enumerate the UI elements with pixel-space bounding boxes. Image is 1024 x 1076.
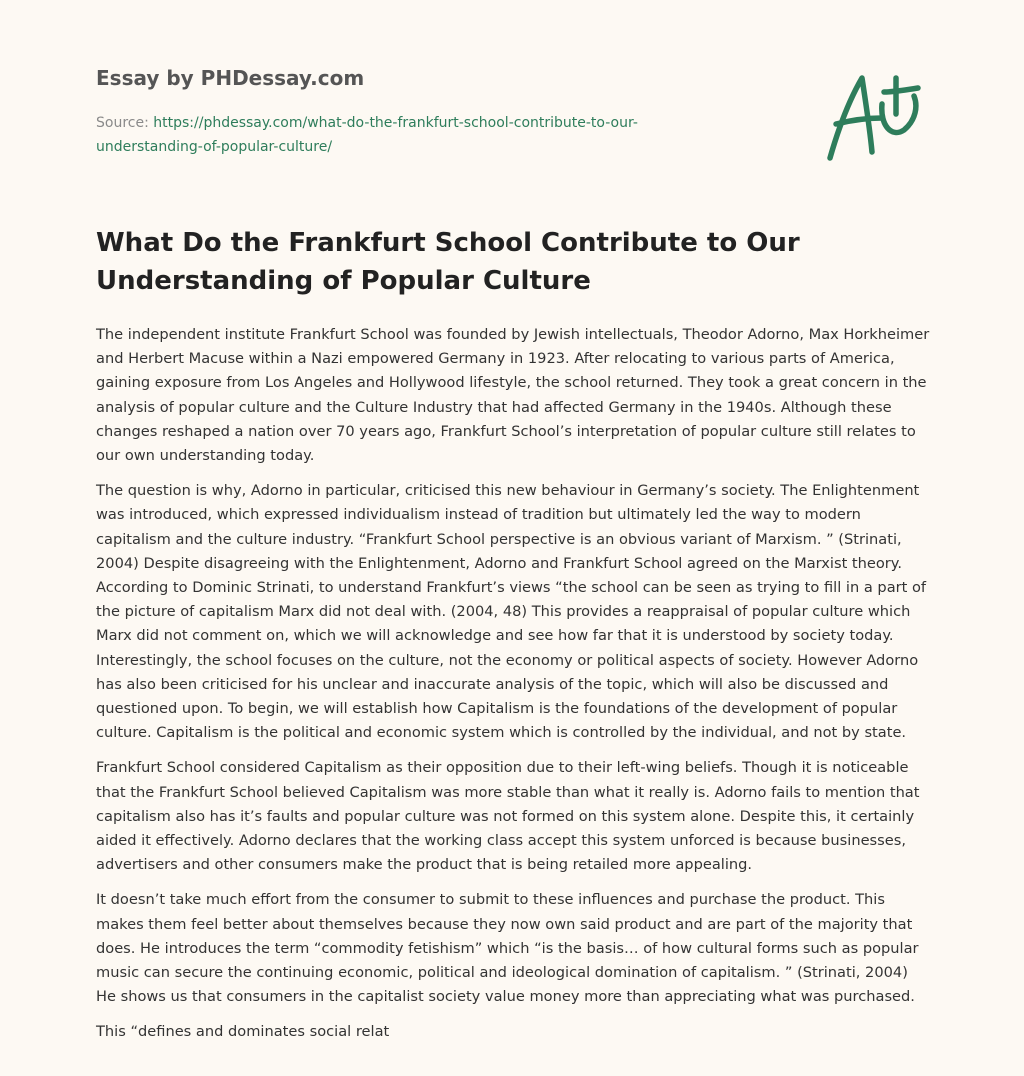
paragraph-5-truncated: This “defines and dominates social relat <box>96 1023 390 1041</box>
source-link-line-2: understanding-of-popular-culture/ <box>96 139 333 155</box>
source-link[interactable] <box>96 115 638 155</box>
essay-body <box>96 323 932 1056</box>
source-link-line-1: https://phdessay.com/what-do-the-frankfurt-school-contribute-to-our- <box>153 115 638 131</box>
a-plus-grade-icon <box>822 68 926 164</box>
paragraph-3: Frankfurt School considered Capitalism as their opposition due to their left-wing beliefs. Though it is noticeable that the Frankfurt School believed Capitalism was more stable than what it really is. Adorno fails to mention that capitalism also has it’s faults and popular culture was not formed on this system alone. Despite this, it certainly aided it effectively. Adorno declares that the working class accept this system unforced is because businesses, advertisers and other consumers make the product that is being retailed more appealing. <box>96 759 920 874</box>
source-line <box>96 111 736 159</box>
site-title: Essay by PHDessay.com <box>96 66 365 90</box>
paragraph-2: The question is why, Adorno in particular, criticised this new behaviour in Germany’s society. The Enlightenment was introduced, which expressed individualism instead of tradition but ultimately led the way to modern capitalism and the culture industry. “Frankfurt School perspective is an obvious variant of Marxism. ” (Strinati, 2004) Despite disagreeing with the Enlightenment, Adorno and Frankfurt School agreed on the Marxist theory. According to Dominic Strinati, to understand Frankfurt’s views “the school can be seen as trying to fill in a part of the picture of capitalism Marx did not deal with. (2004, 48) This provides a reappraisal of popular culture which Marx did not comment on, which we will acknowledge and see how far that it is understood by society today. Interestingly, the school focuses on the culture, not the economy or political aspects of society. However Adorno has also been criticised for his unclear and inaccurate analysis of the topic, which will also be discussed and questioned upon. To begin, we will establish how Capitalism is the foundations of the development of popular culture. Capitalism is the political and economic system which is controlled by the individual, and not by state. <box>96 482 927 742</box>
essay-title: What Do the Frankfurt School Contribute to Our Understanding of Popular Culture <box>96 228 800 296</box>
paragraph-4: It doesn’t take much effort from the consumer to submit to these influences and purchase the product. This makes them feel better about themselves because they now own said product and are part of the majority that does. He introduces the term “commodity fetishism” which “is the basis… of how cultural forms such as popular music can secure the continuing economic, political and ideological domination of capitalism. ” (Strinati, 2004) He shows us that consumers in the capitalist society value money more than appreciating what was purchased. <box>96 891 919 1006</box>
source-label: Source: <box>96 115 149 131</box>
essay-header <box>96 64 736 159</box>
paragraph-1: The independent institute Frankfurt School was founded by Jewish intellectuals, Theodor Adorno, Max Horkheimer and Herbert Macuse within a Nazi empowered Germany in 1923. After relocating to various parts of America, gaining exposure from Los Angeles and Hollywood lifestyle, the school returned. They took a great concern in the analysis of popular culture and the Culture Industry that had affected Germany in the 1940s. Although these changes reshaped a nation over 70 years ago, Frankfurt School’s interpretation of popular culture still relates to our own understanding today. <box>96 326 930 465</box>
